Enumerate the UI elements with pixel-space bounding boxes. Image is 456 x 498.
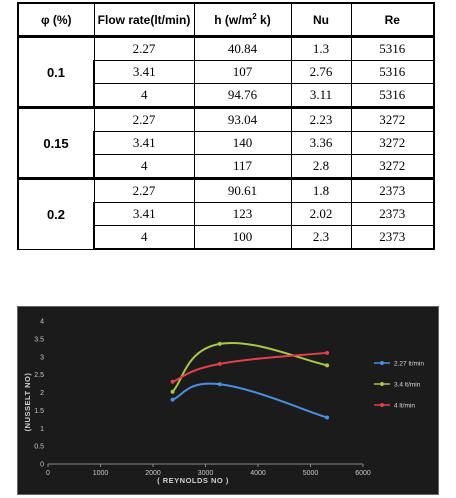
header-h-unit: k) [256, 13, 271, 27]
flow-cell: 3.41 [94, 132, 194, 155]
series-point-0 [218, 382, 222, 386]
x-tick-label: 3000 [197, 470, 214, 477]
y-tick-label: 4 [40, 318, 44, 326]
flow-cell: 2.27 [94, 179, 194, 203]
header-re: Re [351, 3, 434, 37]
nu-cell: 2.23 [291, 108, 351, 132]
header-phi: φ (%) [18, 3, 94, 37]
series-line-0 [173, 384, 328, 418]
re-cell: 5316 [351, 84, 434, 108]
flow-cell: 4 [94, 84, 194, 108]
re-cell: 3272 [351, 132, 434, 155]
re-cell: 2373 [351, 226, 434, 250]
h-cell: 123 [194, 203, 291, 226]
flow-cell: 3.41 [94, 61, 194, 84]
h-cell: 40.84 [194, 37, 291, 61]
header-flow-rate: Flow rate(lt/min) [94, 3, 194, 37]
re-cell: 3272 [351, 108, 434, 132]
h-cell: 117 [194, 155, 291, 179]
phi-cell: 0.1 [18, 37, 94, 108]
y-axis-title: (NUSSELT NO) [23, 372, 32, 432]
results-table [17, 2, 435, 250]
series-point-0 [171, 398, 175, 402]
nu-cell: 3.36 [291, 132, 351, 155]
series-point-1 [218, 342, 222, 346]
table-row [18, 179, 434, 203]
phi-cell: 0.15 [18, 108, 94, 179]
h-cell: 100 [194, 226, 291, 250]
y-tick-label: 0.5 [34, 443, 44, 451]
series-point-2 [171, 380, 175, 384]
header-h [194, 3, 291, 37]
re-cell: 3272 [351, 155, 434, 179]
y-tick-label: 1.5 [34, 407, 44, 415]
header-h-exponent: 2 [252, 12, 257, 21]
flow-cell: 2.27 [94, 37, 194, 61]
phi-cell: 0.2 [18, 179, 94, 250]
table-header-row [18, 3, 434, 37]
series-point-0 [325, 416, 329, 420]
nu-cell: 2.02 [291, 203, 351, 226]
re-cell: 2373 [351, 203, 434, 226]
x-tick-label: 0 [46, 470, 50, 477]
header-nu: Nu [291, 3, 351, 37]
y-tick-label: 2.5 [34, 372, 44, 380]
table-row [18, 108, 434, 132]
h-cell: 107 [194, 61, 291, 84]
header-h-text: h (w/m [214, 13, 253, 27]
series-point-1 [325, 363, 329, 367]
x-axis-title: ( REYNOLDS NO ) [157, 476, 229, 485]
x-tick-label: 1000 [92, 470, 109, 477]
series-point-2 [218, 362, 222, 366]
legend-swatch-marker [380, 361, 384, 365]
flow-cell: 4 [94, 226, 194, 250]
h-cell: 93.04 [194, 108, 291, 132]
h-cell: 90.61 [194, 179, 291, 203]
nu-cell: 1.8 [291, 179, 351, 203]
h-cell: 140 [194, 132, 291, 155]
nu-cell: 3.11 [291, 84, 351, 108]
re-cell: 2373 [351, 179, 434, 203]
nusselt-vs-reynolds-chart [17, 306, 439, 495]
y-tick-label: 3 [40, 354, 44, 362]
nu-cell: 2.3 [291, 226, 351, 250]
legend-swatch-marker [380, 382, 384, 386]
y-tick-label: 2 [40, 390, 44, 397]
flow-cell: 3.41 [94, 203, 194, 226]
legend-swatch-marker [380, 403, 384, 407]
series-point-1 [171, 390, 175, 394]
h-cell: 94.76 [194, 84, 291, 108]
x-tick-label: 4000 [250, 470, 266, 477]
legend-label: 2.27 lt/min [394, 360, 424, 368]
y-tick-label: 3.5 [34, 336, 44, 344]
re-cell: 5316 [351, 37, 434, 61]
nu-cell: 2.76 [291, 61, 351, 84]
series-line-2 [173, 353, 328, 382]
legend-label: 3.4 lt/min [394, 381, 421, 389]
x-tick-label: 6000 [355, 470, 371, 477]
chart-canvas [18, 307, 438, 494]
x-tick-label: 2000 [145, 470, 161, 477]
flow-cell: 2.27 [94, 108, 194, 132]
x-tick-label: 5000 [302, 470, 319, 477]
y-tick-label: 1 [40, 425, 44, 433]
y-tick-label: 0 [40, 461, 44, 469]
nu-cell: 2.8 [291, 155, 351, 179]
series-point-2 [325, 351, 329, 355]
legend-label: 4 lt/min [394, 402, 415, 410]
flow-cell: 4 [94, 155, 194, 179]
table-row [18, 37, 434, 61]
nu-cell: 1.3 [291, 37, 351, 61]
re-cell: 5316 [351, 61, 434, 84]
